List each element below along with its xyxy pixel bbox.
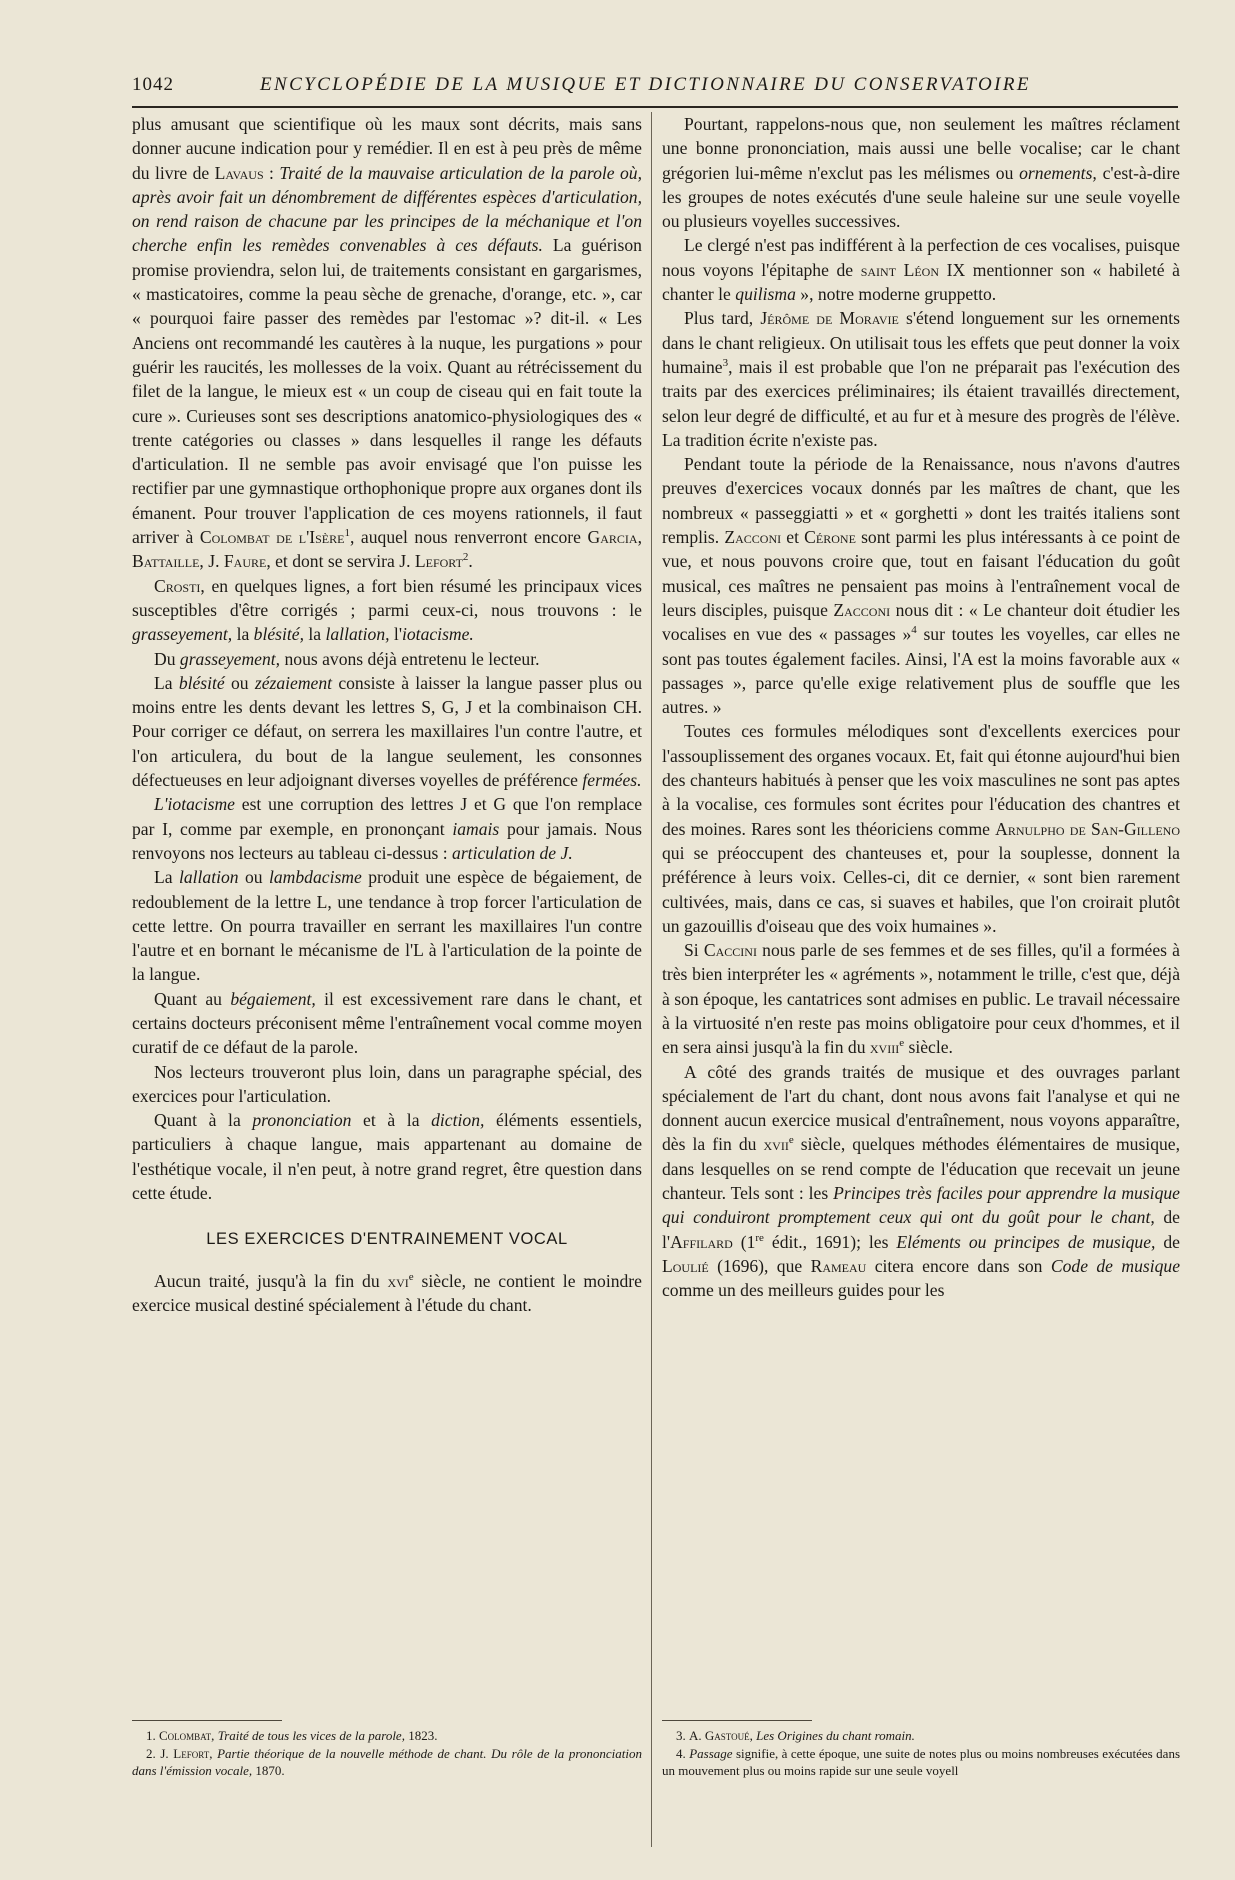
right-column [662,112,1180,1303]
footnote: 4. Passage signifie, à cette époque, une suite de notes plus ou moins nombreuses exécutées dans un mouvement plus ou moins rapide sur une seule voyell [662,1745,1181,1778]
paragraph: Quant à la prononciation et à la diction, éléments essentiels, particuliers à chaque langue, mais appartenant au domaine de l'esthétique vocale, il n'en peut, à notre grand regret, être question dans cette étude. [132,1110,642,1204]
paragraph: A côté des grands traités de musique et des ouvrages parlant spécialement de l'art du chant, dont nous avons fait l'analyse et qui ne donnent aucun exercice musical d'entraînement, nous voyons apparaître, dès la fin du xvii$^e$ siècle, quelques méthodes élémentaires de musique, dans lesquelles on se rend compte de l'éducation que recevait un jeune chanteur. Tels sont : les Principes très faciles pour apprendre la musique qui conduiront promptement ceux qui ont du goût pour le chant, de l'Affilard (1re édit., 1691); les Eléments ou principes de musique, de Loulié (1696), que Rameau citera encore dans son Code de musique comme un des meilleurs guides pour les [662,1061,1180,1301]
column-divider [651,112,652,1847]
paragraph: Toutes ces formules mélodiques sont d'excellents exercices pour l'assouplissement des organes vocaux. Et, fait qui étonne aujourd'hui bien des chanteurs habitués à penser que les voix masculines ne sont pas aptes à la vocalise, ces formules sont écrites pour l'éducation des chantres et des moines. Rares sont les théoriciens comme Arnulpho de San-Gilleno qui se préoccupent des chanteuses et, pour la souplesse, donnent la préférence à leurs voix. Celles-ci, dit ce dernier, « sont bien rarement cultivées, mais, dans ce cas, si suaves et habiles, que l'on croirait plutôt un gazouillis d'oiseau que des voix humaines ». [662,721,1180,936]
left-column [132,112,642,1317]
author-name: Zacconi [833,599,891,620]
paragraph: La lallation ou lambdacisme produit une espèce de bégaiement, de redoublement de la lettre L, une tendance à trop forcer l'articulation de cette lettre. On pourra travailler en serrant les maxillaires l'un contre l'autre et en bornant le mécanisme de l'L à l'articulation de la pointe de la langue. [132,867,642,985]
paragraph: Du grasseyement, nous avons déjà entretenu le lecteur. [154,648,540,669]
book-title: Traité de la mauvaise articulation de la parole où, après avoir fait un dénombrement de différentes espèces d'articulation, on rend raison de chacune par les principes de la méchanique et l'on cherche enfin les remèdes convenables à ces défauts. [132,162,643,256]
paragraph: Si Caccini nous parle de ses femmes et de ses filles, qu'il a formées à très bien interpréter les « agréments », notamment le trille, c'est que, déjà à son époque, les cantatrices sont admises en public. Le travail nécessaire à la virtuosité n'en reste pas moins obligatoire pour ceux d'hommes, et il en sera ainsi jusqu'à la fin du xviii$^e$ siècle. [662,940,1180,1058]
author-name: Zacconi [724,527,782,548]
book-title: Code de musique [1050,1255,1180,1276]
footnote: 3. A. Gastoué, Les Origines du chant romain. [676,1728,915,1743]
footnote-ref: 2 [462,551,469,564]
page-header [132,72,1178,108]
paragraph: Aucun traité, jusqu'à la fin du xvi$^e$ siècle, ne contient le moindre exercice musical destiné spécialement à l'étude du chant. [132,1270,642,1315]
author-name: J. Lefort [399,551,463,572]
author-name: Crosti [154,575,201,596]
author-name: Jérôme de Moravie [760,308,899,329]
section-heading: LES EXERCICES D'ENTRAINEMENT VOCAL [206,1230,568,1249]
book-title: Principes très faciles pour apprendre la musique qui conduiront promptement ceux qui ont du goût pour le chant, [662,1183,1180,1228]
author-name: Arnulpho de San-Gilleno [995,818,1180,839]
paragraph: Pourtant, rappelons-nous que, non seulement les maîtres réclament une bonne prononciation, mais aussi une belle vocalise; car le chant grégorien lui-même n'exclut pas les mélismes ou ornements, c'est-à-dire les groupes de notes exécutés d'une seule haleine sur une seule voyelle ou plusieurs voyelles successives. [662,114,1180,232]
footnote: 2. J. Lefort, Partie théorique de la nouvelle méthode de chant. Du rôle de la prononciation dans l'émission vocale, 1870. [132,1745,643,1778]
author-name: Colombat de l'Isère [199,527,345,548]
author-name: Caccini [703,940,757,961]
page-number: 1042 [132,74,174,95]
author-name: saint Léon IX [860,259,966,280]
paragraph: L'iotacisme est une corruption des lettres J et G que l'on remplace par I, comme par exemple, en prononçant iamais pour jamais. Nous renvoyons nos lecteurs au tableau ci-dessus : articulation de J. [132,794,642,863]
paragraph: Le clergé n'est pas indifférent à la perfection de ces vocalises, puisque nous voyons l'épitaphe de saint Léon IX mentionner son « habileté à chanter le quilisma », notre moderne gruppetto. [662,235,1180,305]
author-name: Rameau [810,1255,867,1276]
footnote-ref: 4 [911,624,917,637]
author-name: Loulié [662,1255,709,1276]
paragraph: plus amusant que scientifique où les maux sont décrits, mais sans donner aucune indication pour y remédier. Il en est à peu près de même du livre de Lavaus : Traité de la mauvaise articulation de la parole où, après avoir fait un dénombrement de différentes espèces d'articulation, on rend raison de chacune par les principes de la méchanique et l'on cherche enfin les remèdes convenables à ces défauts. La guérison promise proviendra, selon lui, de traitements consistant en gargarismes, « masticatoires, comme la peau sèche de grenache, d'orange, etc. », car « pourquoi faire passer des remèdes par l'estomac »? dit-il. « Les Anciens ont recommandé les cautères à la nuque, les purgations » pour guérir les raucités, les mollesses de la voix. Quant au rétrécissement du filet de la langue, le mieux est « un coup de ciseau qui en fait toute la cure ». Curieuses sont ses descriptions anatomico-physiologiques des « trente catégories ou classes » dans lesquelles il range les défauts d'articulation. Il ne semble pas avoir envisagé que l'on puisse les rectifier par une gymnastique orthophonique propre aux organes dont ils émanent. Pour trouver l'application de ces moyens rationnels, il faut arriver à Colombat de l'Isère$^1$, auquel nous renverront encore Garcia, Battaille, J. Faure, et dont se servira J. Lefort$^2$. [132,114,643,572]
author-names: Garcia, Battaille, J. Faure, [132,527,642,572]
footnote-ref: 3 [722,357,729,370]
footnotes-right [662,1720,1180,1780]
author-name: Lavaus [214,162,264,183]
paragraph: Pendant toute la période de la Renaissance, nous n'avons d'autres preuves d'exercices vocaux donnés par les maîtres de chant, que les nombreux « passeggiatti » et « gorghetti » dont les traités italiens sont remplis. Zacconi et Cérone sont parmi les plus intéressants à ce point de vue, et nous pouvons croire que, tout en faisant l'éducation du goût musical, ces maîtres ne pensaient pas moins à l'entraînement vocal de leurs disciples, puisque Zacconi nous dit : « Le chanteur doit étudier les vocalises en vue des « passages »$^4$ sur toutes les voyelles, car elles ne sont pas toutes également faciles. Ainsi, l'A est la moins favorable aux « passages », parce qu'elle exige relativement plus de souffle que les autres. » [662,454,1181,718]
author-name: Cérone [804,527,856,548]
author-name: Affilard [670,1231,733,1252]
paragraph: La blésité ou zézaiement consiste à laisser la langue passer plus ou moins entre les dents devant les lettres S, G, J et la combinaison CH. Pour corriger ce défaut, on serrera les maxillaires l'un contre l'autre, et l'on articulera, du bout de la langue seulement, les consonnes défectueuses en leur adjoignant diverses voyelles de préférence fermées. [132,672,642,791]
paragraph: Nos lecteurs trouveront plus loin, dans un paragraphe spécial, des exercices pour l'articulation. [132,1061,642,1106]
paragraph: Crosti, en quelques lignes, a fort bien résumé les principaux vices susceptibles d'être corrigés ; parmi ceux-ci, nous trouvons : le grasseyement, la blésité, la lallation, l'iotacisme. [132,575,642,645]
footnotes-left [132,1720,642,1780]
footnote-ref: 1 [344,527,350,540]
paragraph: Plus tard, Jérôme de Moravie s'étend longuement sur les ornements dans le chant religieux. On utilisait tous les effets que peut donner la voix humaine$^3$, mais il est probable que l'on ne préparait pas l'exécution des traits par des exercices préliminaires; ils étaient travaillés directement, selon leur degré de difficulté, et au fur et à mesure des progrès de l'élève. La tradition écrite n'existe pas. [662,308,1180,450]
running-title: ENCYCLOPÉDIE DE LA MUSIQUE ET DICTIONNAIRE DU CONSERVATOIRE [260,74,1031,95]
paragraph: Quant au bégaiement, il est excessivement rare dans le chant, et certains docteurs préconisent même l'entraînement vocal comme moyen curatif de ce défaut de la parole. [132,988,643,1058]
book-title: Eléments ou principes de musique, [896,1231,1156,1252]
footnote: 1. Colombat, Traité de tous les vices de la parole, 1823. [146,1728,438,1743]
